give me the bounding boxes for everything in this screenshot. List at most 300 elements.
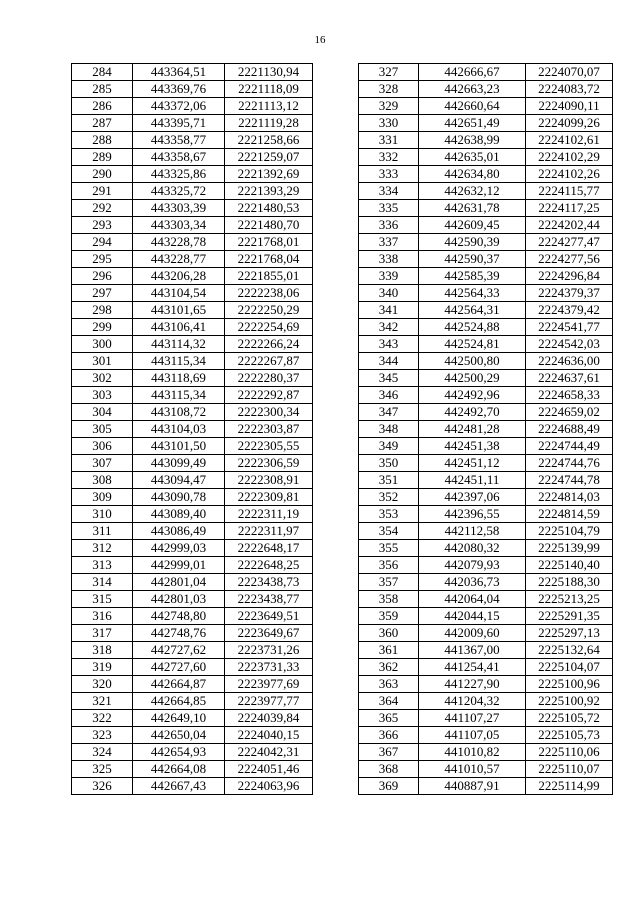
x-coordinate-cell: 442396,55 [419,506,526,523]
point-number-cell: 311 [72,523,133,540]
table-row [72,319,313,336]
point-number-cell: 288 [72,132,133,149]
page-number: 16 [314,34,326,46]
x-coordinate-cell: 442524,88 [419,319,526,336]
x-coordinate-cell: 442632,12 [419,183,526,200]
point-number-cell: 331 [359,132,419,149]
y-coordinate-cell: 2224814,59 [526,506,613,523]
point-number-cell: 341 [359,302,419,319]
point-number-cell: 342 [359,319,419,336]
table-row [359,557,613,574]
table-row [72,608,313,625]
point-number-cell: 343 [359,336,419,353]
x-coordinate-cell: 442727,62 [133,642,225,659]
x-coordinate-cell: 442649,10 [133,710,225,727]
x-coordinate-cell: 443094,47 [133,472,225,489]
x-coordinate-cell: 443104,54 [133,285,225,302]
table-row [72,761,313,778]
point-number-cell: 298 [72,302,133,319]
y-coordinate-cell: 2224541,77 [526,319,613,336]
x-coordinate-cell: 442524,81 [419,336,526,353]
x-coordinate-cell: 443101,65 [133,302,225,319]
y-coordinate-cell: 2221855,01 [225,268,313,285]
y-coordinate-cell: 2223731,33 [225,659,313,676]
point-number-cell: 313 [72,557,133,574]
point-number-cell: 340 [359,285,419,302]
y-coordinate-cell: 2222292,87 [225,387,313,404]
point-number-cell: 358 [359,591,419,608]
point-number-cell: 293 [72,217,133,234]
table-row [359,166,613,183]
y-coordinate-cell: 2224102,61 [526,132,613,149]
point-number-cell: 316 [72,608,133,625]
x-coordinate-cell: 443325,72 [133,183,225,200]
table-row [72,438,313,455]
table-row [72,285,313,302]
point-number-cell: 369 [359,778,419,795]
point-number-cell: 292 [72,200,133,217]
table-row [359,336,613,353]
x-coordinate-cell: 442801,04 [133,574,225,591]
y-coordinate-cell: 2221119,28 [225,115,313,132]
x-coordinate-cell: 442638,99 [419,132,526,149]
x-coordinate-cell: 442112,58 [419,523,526,540]
table-row [359,404,613,421]
y-coordinate-cell: 2223649,51 [225,608,313,625]
x-coordinate-cell: 443090,78 [133,489,225,506]
y-coordinate-cell: 2225188,30 [526,574,613,591]
table-row [72,506,313,523]
x-coordinate-cell: 442451,38 [419,438,526,455]
point-number-cell: 357 [359,574,419,591]
y-coordinate-cell: 2222648,17 [225,540,313,557]
x-coordinate-cell: 443364,51 [133,64,225,81]
point-number-cell: 339 [359,268,419,285]
x-coordinate-cell: 443114,32 [133,336,225,353]
y-coordinate-cell: 2224744,78 [526,472,613,489]
y-coordinate-cell: 2224102,29 [526,149,613,166]
table-row [359,115,613,132]
x-coordinate-cell: 443089,40 [133,506,225,523]
point-number-cell: 347 [359,404,419,421]
x-coordinate-cell: 442492,96 [419,387,526,404]
y-coordinate-cell: 2224379,37 [526,285,613,302]
table-row [72,676,313,693]
x-coordinate-cell: 442481,28 [419,421,526,438]
table-row [72,557,313,574]
point-number-cell: 300 [72,336,133,353]
x-coordinate-cell: 443369,76 [133,81,225,98]
x-coordinate-cell: 443358,77 [133,132,225,149]
x-coordinate-cell: 443099,49 [133,455,225,472]
point-number-cell: 363 [359,676,419,693]
table-row [359,268,613,285]
point-number-cell: 286 [72,98,133,115]
y-coordinate-cell: 2225100,92 [526,693,613,710]
table-row [72,268,313,285]
y-coordinate-cell: 2222280,37 [225,370,313,387]
y-coordinate-cell: 2224688,49 [526,421,613,438]
y-coordinate-cell: 2224102,26 [526,166,613,183]
point-number-cell: 295 [72,251,133,268]
y-coordinate-cell: 2222306,59 [225,455,313,472]
coordinates-table-right [358,63,613,795]
point-number-cell: 322 [72,710,133,727]
coordinates-table-right-body [359,64,613,795]
table-row [359,506,613,523]
point-number-cell: 301 [72,353,133,370]
y-coordinate-cell: 2224090,11 [526,98,613,115]
table-row [359,217,613,234]
y-coordinate-cell: 2224296,84 [526,268,613,285]
y-coordinate-cell: 2224202,44 [526,217,613,234]
y-coordinate-cell: 2224115,77 [526,183,613,200]
point-number-cell: 294 [72,234,133,251]
table-row [359,574,613,591]
x-coordinate-cell: 443325,86 [133,166,225,183]
y-coordinate-cell: 2224040,15 [225,727,313,744]
x-coordinate-cell: 441107,27 [419,710,526,727]
y-coordinate-cell: 2224637,61 [526,370,613,387]
point-number-cell: 289 [72,149,133,166]
point-number-cell: 305 [72,421,133,438]
x-coordinate-cell: 442590,39 [419,234,526,251]
x-coordinate-cell: 442500,80 [419,353,526,370]
point-number-cell: 284 [72,64,133,81]
x-coordinate-cell: 442451,12 [419,455,526,472]
point-number-cell: 287 [72,115,133,132]
x-coordinate-cell: 442634,80 [419,166,526,183]
table-row [359,693,613,710]
table-row [359,523,613,540]
table-row [72,353,313,370]
point-number-cell: 336 [359,217,419,234]
x-coordinate-cell: 442999,03 [133,540,225,557]
y-coordinate-cell: 2222648,25 [225,557,313,574]
y-coordinate-cell: 2224117,25 [526,200,613,217]
point-number-cell: 349 [359,438,419,455]
table-row [72,183,313,200]
y-coordinate-cell: 2224051,46 [225,761,313,778]
table-row [72,98,313,115]
y-coordinate-cell: 2225291,35 [526,608,613,625]
point-number-cell: 310 [72,506,133,523]
point-number-cell: 345 [359,370,419,387]
x-coordinate-cell: 442666,67 [419,64,526,81]
y-coordinate-cell: 2221768,04 [225,251,313,268]
point-number-cell: 317 [72,625,133,642]
x-coordinate-cell: 442564,33 [419,285,526,302]
table-row [359,251,613,268]
table-row [359,200,613,217]
table-row [72,693,313,710]
x-coordinate-cell: 442009,60 [419,625,526,642]
y-coordinate-cell: 2225104,07 [526,659,613,676]
point-number-cell: 291 [72,183,133,200]
x-coordinate-cell: 442654,93 [133,744,225,761]
x-coordinate-cell: 441107,05 [419,727,526,744]
y-coordinate-cell: 2225105,72 [526,710,613,727]
y-coordinate-cell: 2222266,24 [225,336,313,353]
table-row [359,234,613,251]
table-row [72,404,313,421]
table-row [359,387,613,404]
y-coordinate-cell: 2222254,69 [225,319,313,336]
point-number-cell: 348 [359,421,419,438]
y-coordinate-cell: 2224542,03 [526,336,613,353]
x-coordinate-cell: 442664,08 [133,761,225,778]
y-coordinate-cell: 2222305,55 [225,438,313,455]
point-number-cell: 319 [72,659,133,676]
point-number-cell: 352 [359,489,419,506]
y-coordinate-cell: 2225110,06 [526,744,613,761]
table-row [359,438,613,455]
y-coordinate-cell: 2224042,31 [225,744,313,761]
table-row [359,642,613,659]
y-coordinate-cell: 2221480,53 [225,200,313,217]
point-number-cell: 307 [72,455,133,472]
x-coordinate-cell: 442635,01 [419,149,526,166]
x-coordinate-cell: 442080,32 [419,540,526,557]
y-coordinate-cell: 2222250,29 [225,302,313,319]
y-coordinate-cell: 2222309,81 [225,489,313,506]
y-coordinate-cell: 2224379,42 [526,302,613,319]
x-coordinate-cell: 443395,71 [133,115,225,132]
x-coordinate-cell: 442663,23 [419,81,526,98]
point-number-cell: 329 [359,98,419,115]
x-coordinate-cell: 442748,80 [133,608,225,625]
y-coordinate-cell: 2224277,47 [526,234,613,251]
table-row [359,302,613,319]
table-row [359,132,613,149]
table-row [72,421,313,438]
y-coordinate-cell: 2225104,79 [526,523,613,540]
table-row [72,642,313,659]
table-row [72,455,313,472]
y-coordinate-cell: 2224063,96 [225,778,313,795]
table-row [72,574,313,591]
point-number-cell: 350 [359,455,419,472]
point-number-cell: 333 [359,166,419,183]
table-row [359,64,613,81]
table-row [359,710,613,727]
x-coordinate-cell: 442585,39 [419,268,526,285]
table-row [359,608,613,625]
x-coordinate-cell: 441227,90 [419,676,526,693]
x-coordinate-cell: 443108,72 [133,404,225,421]
table-row [359,285,613,302]
table-row [72,710,313,727]
table-row [359,370,613,387]
coordinates-table-left [71,63,313,795]
x-coordinate-cell: 441010,57 [419,761,526,778]
point-number-cell: 303 [72,387,133,404]
y-coordinate-cell: 2225140,40 [526,557,613,574]
y-coordinate-cell: 2221392,69 [225,166,313,183]
x-coordinate-cell: 443115,34 [133,353,225,370]
table-row [359,659,613,676]
table-row [72,234,313,251]
point-number-cell: 368 [359,761,419,778]
point-number-cell: 346 [359,387,419,404]
point-number-cell: 360 [359,625,419,642]
x-coordinate-cell: 442748,76 [133,625,225,642]
x-coordinate-cell: 443358,67 [133,149,225,166]
table-row [359,744,613,761]
table-row [359,778,613,795]
x-coordinate-cell: 442650,04 [133,727,225,744]
table-row [72,217,313,234]
point-number-cell: 309 [72,489,133,506]
table-row [359,98,613,115]
point-number-cell: 314 [72,574,133,591]
x-coordinate-cell: 441254,41 [419,659,526,676]
table-row [72,472,313,489]
y-coordinate-cell: 2225213,25 [526,591,613,608]
point-number-cell: 308 [72,472,133,489]
x-coordinate-cell: 443118,69 [133,370,225,387]
table-row [359,149,613,166]
table-row [72,200,313,217]
x-coordinate-cell: 442590,37 [419,251,526,268]
table-row [359,421,613,438]
y-coordinate-cell: 2225132,64 [526,642,613,659]
point-number-cell: 354 [359,523,419,540]
y-coordinate-cell: 2224277,56 [526,251,613,268]
x-coordinate-cell: 443206,28 [133,268,225,285]
point-number-cell: 335 [359,200,419,217]
y-coordinate-cell: 2225139,99 [526,540,613,557]
point-number-cell: 296 [72,268,133,285]
table-row [72,166,313,183]
y-coordinate-cell: 2222303,87 [225,421,313,438]
x-coordinate-cell: 442079,93 [419,557,526,574]
table-row [72,659,313,676]
table-row [359,727,613,744]
table-row [72,625,313,642]
x-coordinate-cell: 443228,77 [133,251,225,268]
point-number-cell: 355 [359,540,419,557]
y-coordinate-cell: 2221259,07 [225,149,313,166]
x-coordinate-cell: 442492,70 [419,404,526,421]
y-coordinate-cell: 2224083,72 [526,81,613,98]
y-coordinate-cell: 2223649,67 [225,625,313,642]
point-number-cell: 326 [72,778,133,795]
x-coordinate-cell: 442999,01 [133,557,225,574]
table-row [72,523,313,540]
point-number-cell: 338 [359,251,419,268]
x-coordinate-cell: 443086,49 [133,523,225,540]
y-coordinate-cell: 2223438,73 [225,574,313,591]
y-coordinate-cell: 2224744,49 [526,438,613,455]
x-coordinate-cell: 442451,11 [419,472,526,489]
y-coordinate-cell: 2221258,66 [225,132,313,149]
table-row [359,319,613,336]
point-number-cell: 344 [359,353,419,370]
table-row [72,744,313,761]
y-coordinate-cell: 2225114,99 [526,778,613,795]
x-coordinate-cell: 442609,45 [419,217,526,234]
y-coordinate-cell: 2221768,01 [225,234,313,251]
y-coordinate-cell: 2224814,03 [526,489,613,506]
table-row [359,540,613,557]
point-number-cell: 299 [72,319,133,336]
x-coordinate-cell: 441367,00 [419,642,526,659]
point-number-cell: 318 [72,642,133,659]
y-coordinate-cell: 2224039,84 [225,710,313,727]
y-coordinate-cell: 2221130,94 [225,64,313,81]
y-coordinate-cell: 2224659,02 [526,404,613,421]
table-row [72,540,313,557]
point-number-cell: 321 [72,693,133,710]
x-coordinate-cell: 440887,91 [419,778,526,795]
y-coordinate-cell: 2221393,29 [225,183,313,200]
y-coordinate-cell: 2222238,06 [225,285,313,302]
point-number-cell: 356 [359,557,419,574]
point-number-cell: 332 [359,149,419,166]
table-row [72,149,313,166]
table-row [359,625,613,642]
table-row [72,251,313,268]
table-row [72,336,313,353]
point-number-cell: 362 [359,659,419,676]
y-coordinate-cell: 2221118,09 [225,81,313,98]
x-coordinate-cell: 442727,60 [133,659,225,676]
table-row [72,489,313,506]
table-row [359,183,613,200]
table-row [72,81,313,98]
x-coordinate-cell: 442500,29 [419,370,526,387]
point-number-cell: 320 [72,676,133,693]
point-number-cell: 285 [72,81,133,98]
x-coordinate-cell: 443104,03 [133,421,225,438]
x-coordinate-cell: 443106,41 [133,319,225,336]
y-coordinate-cell: 2221113,12 [225,98,313,115]
y-coordinate-cell: 2225105,73 [526,727,613,744]
y-coordinate-cell: 2222300,34 [225,404,313,421]
table-row [359,489,613,506]
table-row [72,302,313,319]
x-coordinate-cell: 442660,64 [419,98,526,115]
y-coordinate-cell: 2224636,00 [526,353,613,370]
point-number-cell: 359 [359,608,419,625]
x-coordinate-cell: 442664,87 [133,676,225,693]
x-coordinate-cell: 442564,31 [419,302,526,319]
table-row [359,472,613,489]
point-number-cell: 351 [359,472,419,489]
table-row [359,353,613,370]
table-row [359,591,613,608]
x-coordinate-cell: 441010,82 [419,744,526,761]
table-row [72,778,313,795]
y-coordinate-cell: 2224099,26 [526,115,613,132]
point-number-cell: 361 [359,642,419,659]
table-row [72,727,313,744]
x-coordinate-cell: 443115,34 [133,387,225,404]
x-coordinate-cell: 443228,78 [133,234,225,251]
point-number-cell: 312 [72,540,133,557]
table-row [72,115,313,132]
x-coordinate-cell: 441204,32 [419,693,526,710]
point-number-cell: 306 [72,438,133,455]
point-number-cell: 328 [359,81,419,98]
y-coordinate-cell: 2222311,19 [225,506,313,523]
point-number-cell: 304 [72,404,133,421]
x-coordinate-cell: 442064,04 [419,591,526,608]
y-coordinate-cell: 2222311,97 [225,523,313,540]
y-coordinate-cell: 2225110,07 [526,761,613,778]
y-coordinate-cell: 2221480,70 [225,217,313,234]
